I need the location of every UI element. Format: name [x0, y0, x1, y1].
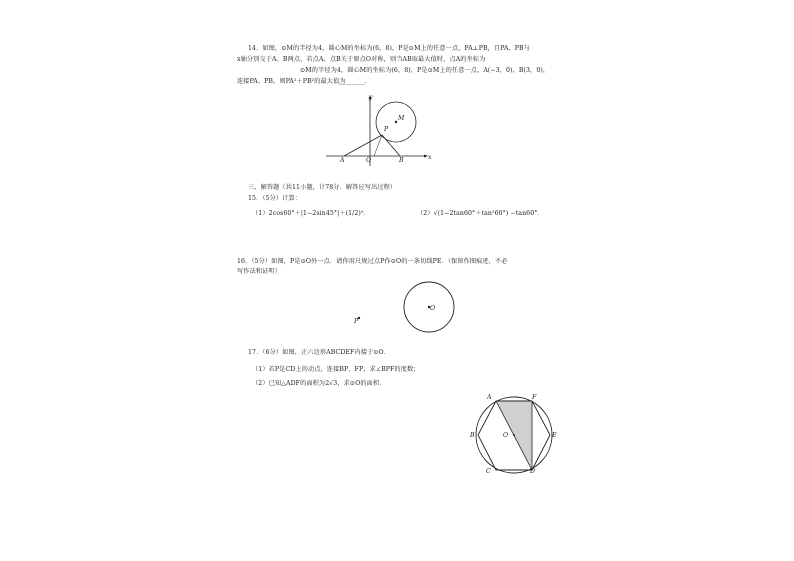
q17-part-2: （2）已知△ADF的面积为2√3，求⊙O的面积．: [252, 380, 386, 387]
q16-line-1: 16．（5分）如图，P是⊙O外一点．请你用尺规过点P作⊙O的一条切线PE．（保留作图痕迹，不必: [237, 258, 508, 265]
q17-label-F: F: [532, 394, 537, 401]
q14-answer-blank: ________．: [339, 78, 371, 85]
q17-part-1: （1）若P是CD上的动点，连接BP、FP，求∠BPF的度数；: [252, 366, 420, 373]
q16-line-2: 写作法和证明）: [237, 268, 282, 275]
q17-label-E: E: [552, 432, 557, 439]
q15-part-2: （2）√(1−2tan60°＋tan²60°) −tan60°．: [417, 210, 544, 217]
q14-label-x: x: [428, 154, 432, 161]
q17-label-A: A: [487, 394, 492, 401]
q14-line-1: 14．如图，⊙M的半径为4，圆心M的坐标为(6，8)，P是⊙M上的任意一点，PA⊥PB，且PA、PB与: [248, 45, 530, 52]
q15-part-1: （1）2cos60°＋|1−2sin45°|＋(1/2)⁰．: [252, 210, 370, 217]
q14-label-B: B: [399, 157, 404, 164]
q14-line-4: 连接PA、PB，则PA²＋PB²的最大值为: [237, 78, 346, 85]
section-3-title: 三、解答题（共11小题，计78分．解答应写出过程）: [248, 184, 397, 191]
q17-label-B: B: [470, 432, 475, 439]
q14-line-2: x轴分别交于A、B两点，若点A、点B关于原点O对称，则当AB取最大值时，点A的坐标为: [237, 56, 486, 63]
q16-circle-figure: [345, 276, 465, 346]
q16-label-O: O: [430, 305, 436, 312]
q17-label-D: D: [530, 468, 536, 475]
q14-label-M: M: [398, 115, 405, 122]
q17-label-C: C: [486, 468, 491, 475]
q17-hexagon-figure: [468, 393, 558, 481]
q14-coordinate-figure: [320, 92, 440, 170]
q16-label-P: P: [354, 318, 359, 325]
q14-label-O: O: [366, 157, 372, 164]
q14-label-y: y: [369, 94, 373, 101]
q14-line-3: ⊙M的半径为4，圆心M的坐标为(6，8)，P是⊙M上的任意一点，A(−3，0)，B(3，0)，: [300, 67, 550, 74]
q14-label-A: A: [340, 157, 345, 164]
q17-title: 17．（6分）如图，正六边形ABCDEF内接于⊙O．: [248, 349, 391, 356]
q17-label-O: O: [503, 432, 509, 439]
q14-label-P: P: [384, 126, 389, 133]
q15-title: 15．（5分）计算：: [248, 195, 302, 202]
